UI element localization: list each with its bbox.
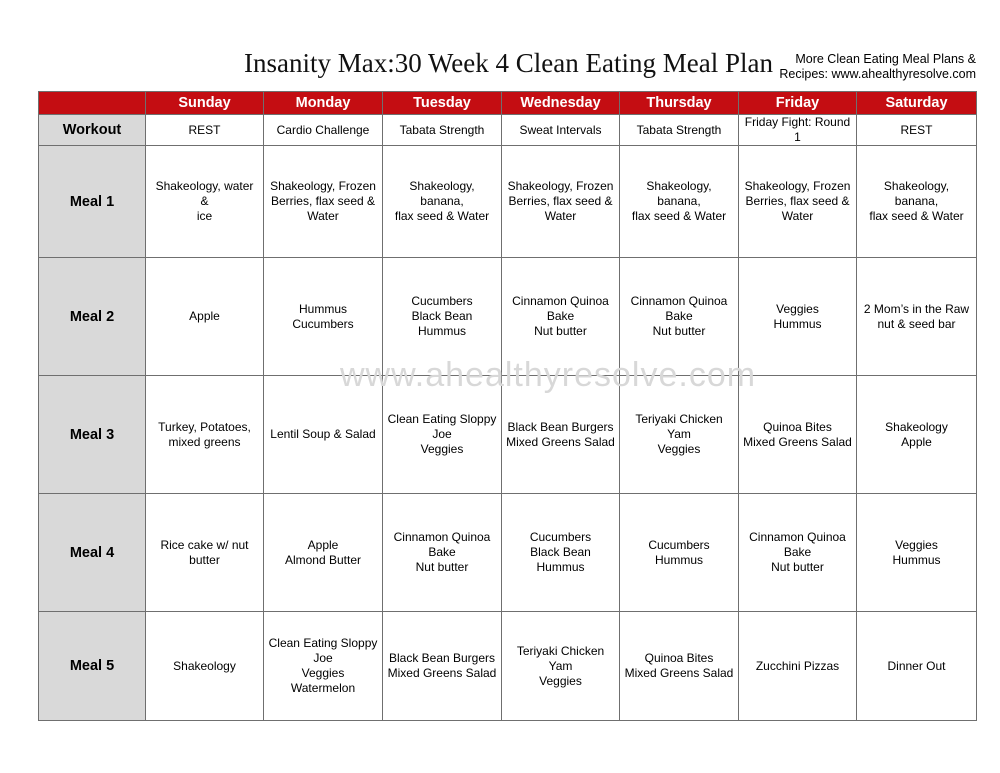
- meal-cell: [383, 146, 502, 258]
- cell-line: Cucumbers: [529, 530, 592, 544]
- cell-line: Black Bean Burgers: [388, 651, 496, 665]
- promo-line: Recipes: www.ahealthyresolve.com: [779, 67, 976, 81]
- cell-line: ice: [196, 209, 213, 223]
- meal-cell: [264, 612, 383, 721]
- cell-line: Water: [307, 209, 339, 223]
- row-label: Meal 1: [39, 146, 146, 258]
- meal-cell: [739, 612, 857, 721]
- cell-line: Apple: [189, 309, 220, 323]
- cell-line: Hummus: [654, 552, 703, 567]
- cell-line: Cucumbers: [648, 537, 710, 552]
- cell-line: Joe: [313, 651, 333, 665]
- meal-cell: [857, 494, 977, 612]
- cell-line: Mixed Greens Salad: [387, 666, 497, 680]
- row-label: Workout: [39, 115, 146, 146]
- meal-row: [39, 494, 977, 612]
- cell-line: Nut butter: [771, 560, 824, 574]
- meal-cell: [264, 494, 383, 612]
- cell-line: Turkey, Potatoes,: [158, 419, 251, 434]
- cell-line: Rice cake w/ nut: [160, 537, 249, 552]
- cell-line: Yam: [667, 427, 691, 441]
- cell-line: 2 Mom’s in the Raw: [863, 301, 970, 316]
- day-header: Tuesday: [383, 92, 502, 115]
- cell-line: Cinnamon Quinoa: [512, 294, 609, 308]
- cell-line: Nut butter: [652, 324, 706, 338]
- cell-line: Lentil Soup & Salad: [270, 427, 376, 441]
- workout-cell: [502, 115, 620, 146]
- cell-line: Bake: [428, 545, 456, 559]
- cell-line: Friday Fight: Round 1: [744, 115, 851, 144]
- day-header: Thursday: [620, 92, 739, 115]
- day-header: Wednesday: [502, 92, 620, 115]
- meal-row: [39, 146, 977, 258]
- meal-cell: [739, 376, 857, 494]
- cell-line: Nut butter: [415, 560, 469, 574]
- meal-cell: [620, 258, 739, 376]
- cell-line: Zucchini Pizzas: [755, 658, 840, 673]
- meal-cell: [146, 612, 264, 721]
- cell-line: flax seed & Water: [631, 209, 727, 223]
- meal-cell: [383, 258, 502, 376]
- row-label: Meal 2: [39, 258, 146, 376]
- cell-line: Berries, flax seed &: [270, 194, 376, 208]
- cell-line: Mixed Greens Salad: [743, 434, 852, 449]
- cell-line: Water: [781, 209, 814, 223]
- meal-row: [39, 258, 977, 376]
- cell-line: Cucumbers: [292, 316, 354, 331]
- watermark-text: www.ahealthyresolve.com: [340, 356, 757, 394]
- cell-line: Teriyaki Chicken: [635, 412, 723, 426]
- cell-line: Cucumbers: [411, 294, 473, 308]
- cell-line: Joe: [432, 427, 452, 441]
- meal-row: [39, 376, 977, 494]
- day-header: Saturday: [857, 92, 977, 115]
- cell-line: Water: [544, 209, 577, 223]
- workout-row: [39, 115, 977, 146]
- day-header: Monday: [264, 92, 383, 115]
- page-title: Insanity Max:30 Week 4 Clean Eating Meal Plan: [244, 48, 773, 78]
- cell-line: Veggies: [539, 673, 582, 688]
- cell-line: Teriyaki Chicken: [516, 643, 605, 658]
- meal-cell: [620, 376, 739, 494]
- workout-cell: [620, 115, 739, 146]
- day-header: Friday: [739, 92, 857, 115]
- header-corner: [39, 92, 146, 115]
- cell-line: Bake: [783, 545, 812, 559]
- meal-cell: [620, 612, 739, 721]
- meal-cell: [502, 494, 620, 612]
- cell-line: Hummus: [773, 316, 822, 331]
- meal-cell: [620, 494, 739, 612]
- meal-cell: [146, 376, 264, 494]
- workout-cell: [383, 115, 502, 146]
- cell-line: Bake: [546, 309, 575, 323]
- cell-line: Shakeology, Frozen: [507, 179, 614, 193]
- cell-line: Berries, flax seed &: [745, 194, 850, 208]
- cell-line: Almond Butter: [284, 552, 362, 567]
- workout-cell: [857, 115, 977, 146]
- meal-cell: [502, 146, 620, 258]
- meal-row: [39, 612, 977, 721]
- meal-cell: [620, 146, 739, 258]
- meal-cell: [857, 612, 977, 721]
- cell-line: Watermelon: [290, 681, 356, 695]
- meal-cell: [264, 376, 383, 494]
- meal-cell: [857, 258, 977, 376]
- cell-line: mixed greens: [168, 434, 241, 449]
- meal-cell: [502, 258, 620, 376]
- workout-cell: [739, 115, 857, 146]
- meal-cell: [739, 146, 857, 258]
- day-header-row: [39, 92, 977, 115]
- row-label: Meal 4: [39, 494, 146, 612]
- cell-line: Clean Eating Sloppy: [387, 412, 497, 426]
- cell-line: Apple: [901, 434, 932, 449]
- meal-plan-table: [38, 91, 977, 721]
- cell-line: Mixed Greens Salad: [506, 434, 615, 449]
- meal-cell: [264, 146, 383, 258]
- cell-line: Tabata Strength: [636, 122, 722, 137]
- cell-line: Shakeology: [885, 419, 948, 434]
- cell-line: butter: [189, 552, 220, 567]
- meal-cell: [383, 376, 502, 494]
- meal-cell: [739, 494, 857, 612]
- meal-cell: [264, 258, 383, 376]
- cell-line: Cinnamon Quinoa: [393, 530, 491, 544]
- cell-line: Berries, flax seed &: [508, 194, 613, 208]
- cell-line: flax seed & Water: [869, 209, 964, 223]
- meal-cell: [146, 494, 264, 612]
- meal-cell: [383, 612, 502, 721]
- meal-cell: [857, 376, 977, 494]
- cell-line: Dinner Out: [887, 658, 946, 673]
- row-label: Meal 3: [39, 376, 146, 494]
- cell-line: Sweat Intervals: [519, 122, 602, 137]
- cell-line: Black Bean Burgers: [507, 419, 614, 434]
- cell-line: Shakeology, Frozen: [744, 179, 851, 193]
- cell-line: Cardio Challenge: [276, 122, 370, 137]
- meal-cell: [502, 612, 620, 721]
- cell-line: Mixed Greens Salad: [624, 666, 734, 680]
- meal-cell: [739, 258, 857, 376]
- cell-line: Shakeology, banana,: [883, 179, 950, 208]
- row-label: Meal 5: [39, 612, 146, 721]
- cell-line: Nut butter: [534, 324, 587, 338]
- cell-line: Shakeology, banana,: [646, 179, 712, 208]
- cell-line: Black Bean Hummus: [530, 545, 591, 574]
- cell-line: Bake: [665, 309, 693, 323]
- cell-line: Shakeology, water &: [155, 179, 254, 208]
- cell-line: flax seed & Water: [394, 209, 490, 223]
- cell-line: Black Bean Hummus: [411, 309, 473, 338]
- cell-line: Clean Eating Sloppy: [268, 636, 378, 650]
- promo-text: [779, 52, 976, 82]
- cell-line: Quinoa Bites: [644, 651, 714, 665]
- cell-line: Shakeology, Frozen: [270, 179, 376, 193]
- cell-line: Cinnamon Quinoa: [630, 294, 728, 308]
- cell-line: Apple: [307, 537, 339, 552]
- cell-line: Tabata Strength: [399, 122, 485, 137]
- workout-cell: [264, 115, 383, 146]
- cell-line: Shakeology, banana,: [409, 179, 475, 208]
- meal-cell: [146, 146, 264, 258]
- day-header: Sunday: [146, 92, 264, 115]
- cell-line: Hummus: [298, 301, 347, 316]
- meal-cell: [383, 494, 502, 612]
- workout-cell: [146, 115, 264, 146]
- cell-line: REST: [900, 122, 933, 137]
- cell-line: Veggies: [420, 442, 464, 456]
- cell-line: Shakeology: [173, 658, 236, 673]
- cell-line: Quinoa Bites: [763, 419, 832, 434]
- plan-body: [39, 115, 977, 721]
- cell-line: Veggies: [657, 442, 701, 456]
- cell-line: REST: [188, 122, 221, 137]
- meal-cell: [502, 376, 620, 494]
- cell-line: Veggies: [895, 537, 938, 552]
- cell-line: Cinnamon Quinoa: [749, 530, 846, 544]
- cell-line: Veggies: [776, 301, 819, 316]
- cell-line: nut & seed bar: [877, 316, 956, 331]
- cell-line: Hummus: [892, 552, 941, 567]
- meal-cell: [857, 146, 977, 258]
- promo-line: More Clean Eating Meal Plans &: [795, 52, 976, 66]
- meal-cell: [146, 258, 264, 376]
- cell-line: Yam: [548, 658, 573, 673]
- cell-line: Veggies: [301, 666, 345, 680]
